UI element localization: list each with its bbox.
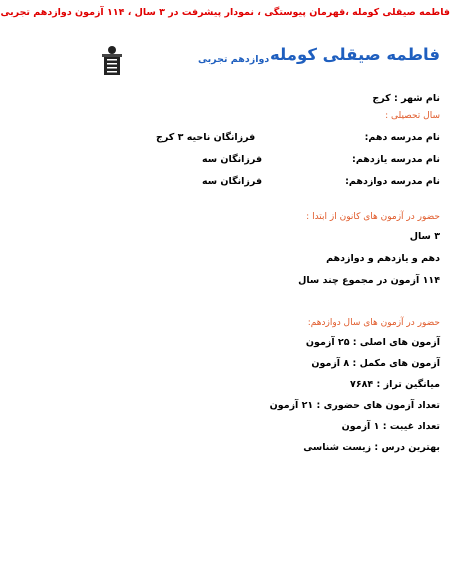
best-subject: بهترین درس : زیست شناسی: [303, 442, 440, 453]
presence-total-title: حضور در آزمون های کانون از ابتدا :: [306, 212, 440, 222]
presence-12-title: حضور در آزمون های سال دوازدهم:: [307, 318, 440, 328]
attended-exams: تعداد آزمون های حضوری : ۲۱ آزمون: [269, 400, 440, 411]
school-10-label: نام مدرسه دهم:: [364, 132, 440, 143]
school-10-value: فرزانگان ناحیه ۳ کرج: [156, 132, 256, 143]
city-label: نام شهر : کرج: [372, 93, 440, 104]
grade-label: دوازدهم تجربی: [198, 54, 270, 65]
presence-years: ۳ سال: [409, 231, 440, 242]
headline: فاطمه صیقلی کومله ،قهرمان پیوستگی ، نمودار پیشرفت در ۳ سال ، ۱۱۴ آزمون دوازدهم تجربی: [0, 7, 450, 18]
absences: تعداد غیبت : ۱ آزمون: [341, 421, 440, 432]
avg-score: میانگین تراز : ۷۶۸۴: [350, 379, 440, 390]
school-11-label: نام مدرسه یازدهم:: [352, 154, 440, 165]
school-12-label: نام مدرسه دوازدهم:: [345, 176, 440, 187]
main-exams: آزمون های اصلی : ۲۵ آزمون: [305, 337, 440, 348]
presence-exams: ۱۱۴ آزمون در مجموع چند سال: [298, 275, 440, 286]
academic-year-title: سال تحصیلی :: [385, 111, 440, 121]
supplementary-exams: آزمون های مکمل : ۸ آزمون: [311, 358, 440, 369]
student-name: فاطمه صیقلی کومله: [270, 45, 440, 64]
school-11-value: فرزانگان سه: [202, 154, 263, 165]
presence-grades: دهم و یازدهم و دوازدهم: [326, 253, 440, 264]
student-silhouette-icon: [102, 45, 122, 77]
school-12-value: فرزانگان سه: [202, 176, 263, 187]
